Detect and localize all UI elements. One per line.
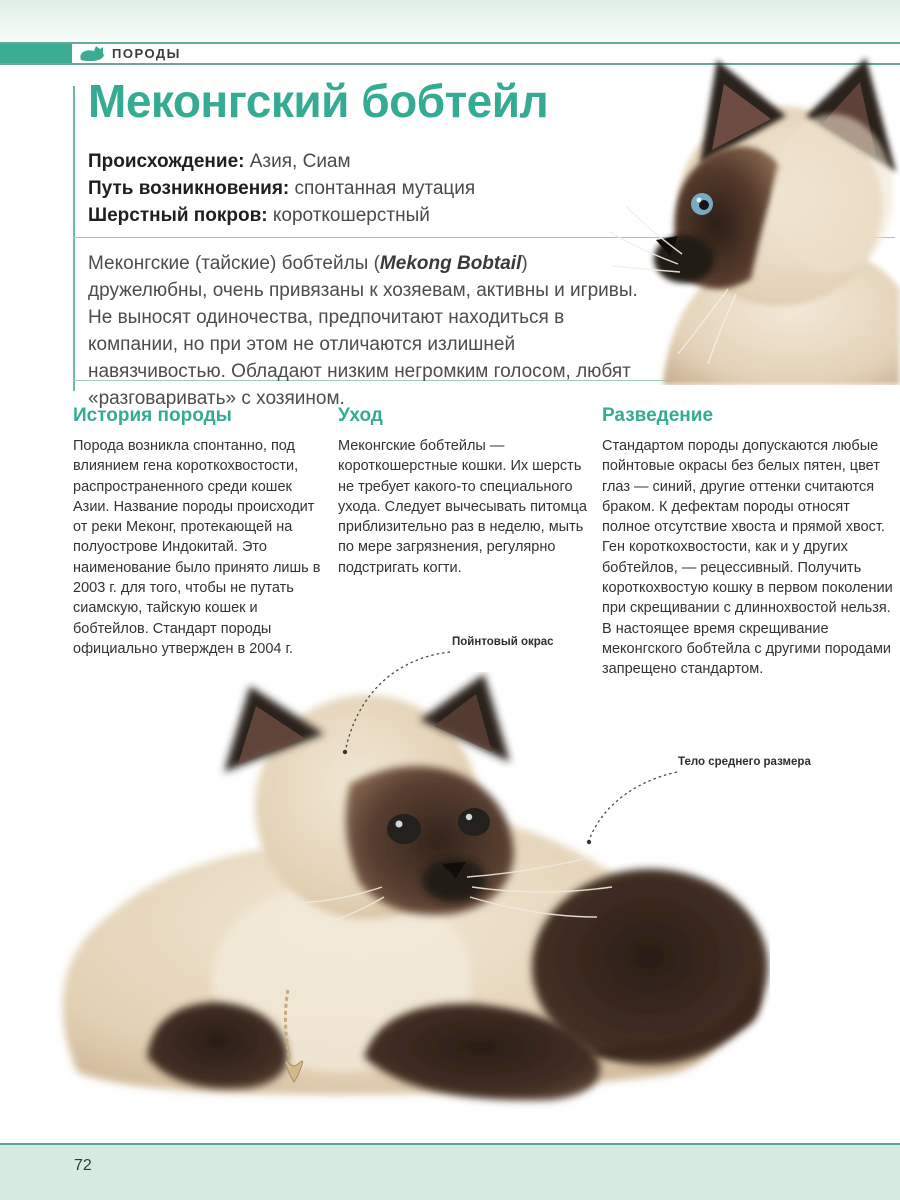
page-title: Меконгский бобтейл	[88, 75, 549, 127]
fact-value: спонтанная мутация	[289, 178, 476, 199]
callout-pointed-color-label: Пойнтовый окрас	[452, 636, 554, 648]
callout-pointed-color-line	[338, 644, 454, 760]
section-history	[73, 405, 327, 659]
fact-row-coat	[88, 202, 608, 229]
section-care-heading: Уход	[338, 405, 383, 426]
kicker-label: ПОРОДЫ	[112, 46, 181, 61]
breed-latin-name: Mekong Bobtail	[379, 253, 522, 274]
section-care	[338, 405, 590, 578]
section-history-text: Порода возникла спонтанно, под влиянием гена короткохвостости, распространенного среди кошек Азии. Название породы происходит от реки Меконг, протекающей на полуострове Индокитай. Это наименование было принято лишь в 2003 г. для того, чтобы не путать сиамскую, тайскую кошек и бобтейлов. Стандарт породы официально утвержден в 2004 г.	[73, 438, 321, 657]
fact-value: Азия, Сиам	[244, 151, 351, 172]
intro-text-part: Меконгские (тайские) бобтейлы (	[88, 253, 380, 274]
section-breeding-heading: Разведение	[602, 405, 714, 426]
fact-label: Путь возникновения:	[88, 178, 290, 199]
fact-label: Шерстный покров:	[88, 205, 268, 226]
fact-row-origin	[88, 148, 608, 175]
kicker-accent-block	[0, 44, 72, 63]
intro-text-part: ) дружелюбны, очень привязаны к хозяевам, активны и игривы. Не выносят одиночества, предпочитают находиться в компании, но при этом не отличаются излишней навязчивостью. Обладают низким негромким голосом, любят «разговаривать» с хозяином.	[88, 253, 638, 409]
fact-row-emergence	[88, 175, 608, 202]
section-breeding	[602, 405, 894, 680]
intro-text	[88, 250, 640, 412]
section-breeding-text: Стандартом породы допускаются любые пойнтовые окрасы без белых пятен, цвет глаз — синий, другие оттенки считаются браком. К дефектам породы относят полное отсутствие хвоста и прямой хвост. Ген короткохвостости, как и у других бобтейлов, — рецессивный. Получить короткохвостую кошку в первом поколении при скрещивании с длиннохвостой нельзя. В настоящее время скрещивание меконгского бобтейла с другими породами запрещено стандартом.	[602, 438, 893, 678]
section-care-text: Меконгские бобтейлы — короткошерстные кошки. Их шерсть не требует какого-то специального ухода. Следует вычесывать питомца приблизительно раз в неделю, мыть по мере загрязнения, регулярно подстригать когти.	[338, 438, 587, 576]
footer	[0, 1143, 900, 1200]
page-number: 72	[74, 1157, 92, 1174]
fact-value: короткошерстный	[267, 205, 430, 226]
callout-medium-body-label: Тело среднего размера	[678, 756, 811, 768]
top-gradient-strip	[0, 0, 900, 42]
callout-medium-body-line	[580, 764, 682, 850]
section-history-heading: История породы	[73, 405, 232, 426]
cat-head-photo	[608, 54, 900, 385]
cat-icon	[79, 45, 105, 62]
fact-list	[88, 148, 608, 229]
fact-label: Происхождение:	[88, 151, 245, 172]
